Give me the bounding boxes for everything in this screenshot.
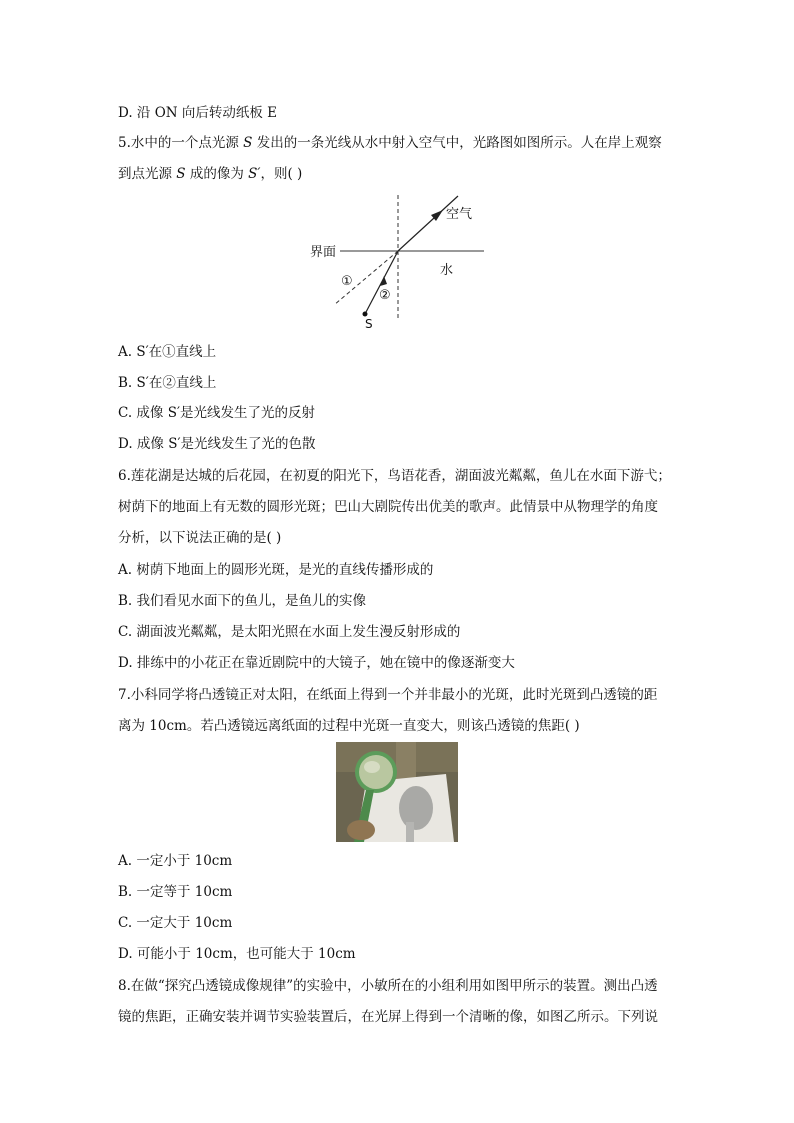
q6-stem-line-1: 6.莲花湖是达城的后花园，在初夏的阳光下，鸟语花香，湖面波光粼粼，鱼儿在水面下游弋；	[118, 468, 671, 484]
q8-stem-line-2: 镜的焦距，正确安装并调节实验装置后，在光屏上得到一个清晰的像，如图乙所示。下列说	[118, 1009, 658, 1025]
q5-option-d: D. 成像 S′是光线发生了光的色散	[118, 436, 316, 452]
q7-option-d: D. 可能小于 10cm，也可能大于 10cm	[118, 946, 356, 962]
magnifier-photo-art	[336, 742, 458, 842]
q5-stem-line-1	[118, 133, 662, 153]
q5-stem-text: 5.水中的一个点光源	[118, 135, 244, 151]
q6-option-c: C. 湖面波光粼粼，是太阳光照在水面上发生漫反射形成的	[118, 624, 461, 640]
label-line-2: ②	[379, 288, 391, 303]
q6-stem-line-3: 分析，以下说法正确的是( )	[118, 530, 282, 546]
q6-option-b: B. 我们看见水面下的鱼儿，是鱼儿的实像	[118, 593, 367, 609]
q4-option-d: D. 沿 ON 向后转动纸板 E	[118, 105, 278, 121]
q5-stem-text: ，则( )	[260, 166, 303, 182]
q5-option-b: B. S′在②直线上	[118, 375, 217, 391]
label-interface: 界面	[310, 245, 337, 260]
q5-stem-text: 成的像为	[185, 166, 249, 182]
point-source	[363, 312, 368, 317]
q7-option-c: C. 一定大于 10cm	[118, 915, 233, 931]
q5-symbol-s-prime: S′	[248, 166, 261, 182]
q6-option-d: D. 排练中的小花正在靠近剧院中的大镜子，她在镜中的像逐渐变大	[118, 655, 515, 671]
q8-stem-line-1: 8.在做“探究凸透镜成像规律”的实验中，小敏所在的小组利用如图甲所示的装置。测出凸透	[118, 978, 658, 994]
q5-symbol-s: S	[243, 135, 253, 151]
q6-stem-line-2: 树荫下的地面上有无数的圆形光斑；巴山大剧院传出优美的歌声。此情景中从物理学的角度	[118, 499, 658, 515]
refraction-diagram	[300, 190, 500, 330]
q5-stem-text: 到点光源	[118, 166, 177, 182]
q5-option-c: C. 成像 S′是光线发生了光的反射	[118, 405, 316, 421]
q5-symbol-s: S	[176, 166, 186, 182]
label-water: 水	[440, 263, 454, 278]
q7-option-b: B. 一定等于 10cm	[118, 884, 233, 900]
incident-ray-arrow	[380, 276, 387, 286]
q5-option-a: A. S′在①直线上	[118, 344, 217, 360]
q5-stem-line-2	[118, 164, 302, 184]
q7-stem-line-1: 7.小科同学将凸透镜正对太阳，在纸面上得到一个并非最小的光斑，此时光斑到凸透镜的距	[118, 687, 658, 703]
q7-option-a: A. 一定小于 10cm	[118, 853, 233, 869]
label-source: S	[365, 317, 373, 330]
q7-stem-line-2: 离为 10cm。若凸透镜远离纸面的过程中光斑一直变大，则该凸透镜的焦距( )	[118, 718, 580, 734]
magnifier-photo	[336, 742, 458, 842]
q5-stem-text: 发出的一条光线从水中射入空气中，光路图如图所示。人在岸上观察	[252, 135, 662, 151]
refracted-ray	[398, 196, 458, 251]
label-line-1: ①	[341, 274, 353, 289]
q6-option-a: A. 树荫下地面上的圆形光斑，是光的直线传播形成的	[118, 562, 434, 578]
label-air: 空气	[446, 207, 473, 222]
